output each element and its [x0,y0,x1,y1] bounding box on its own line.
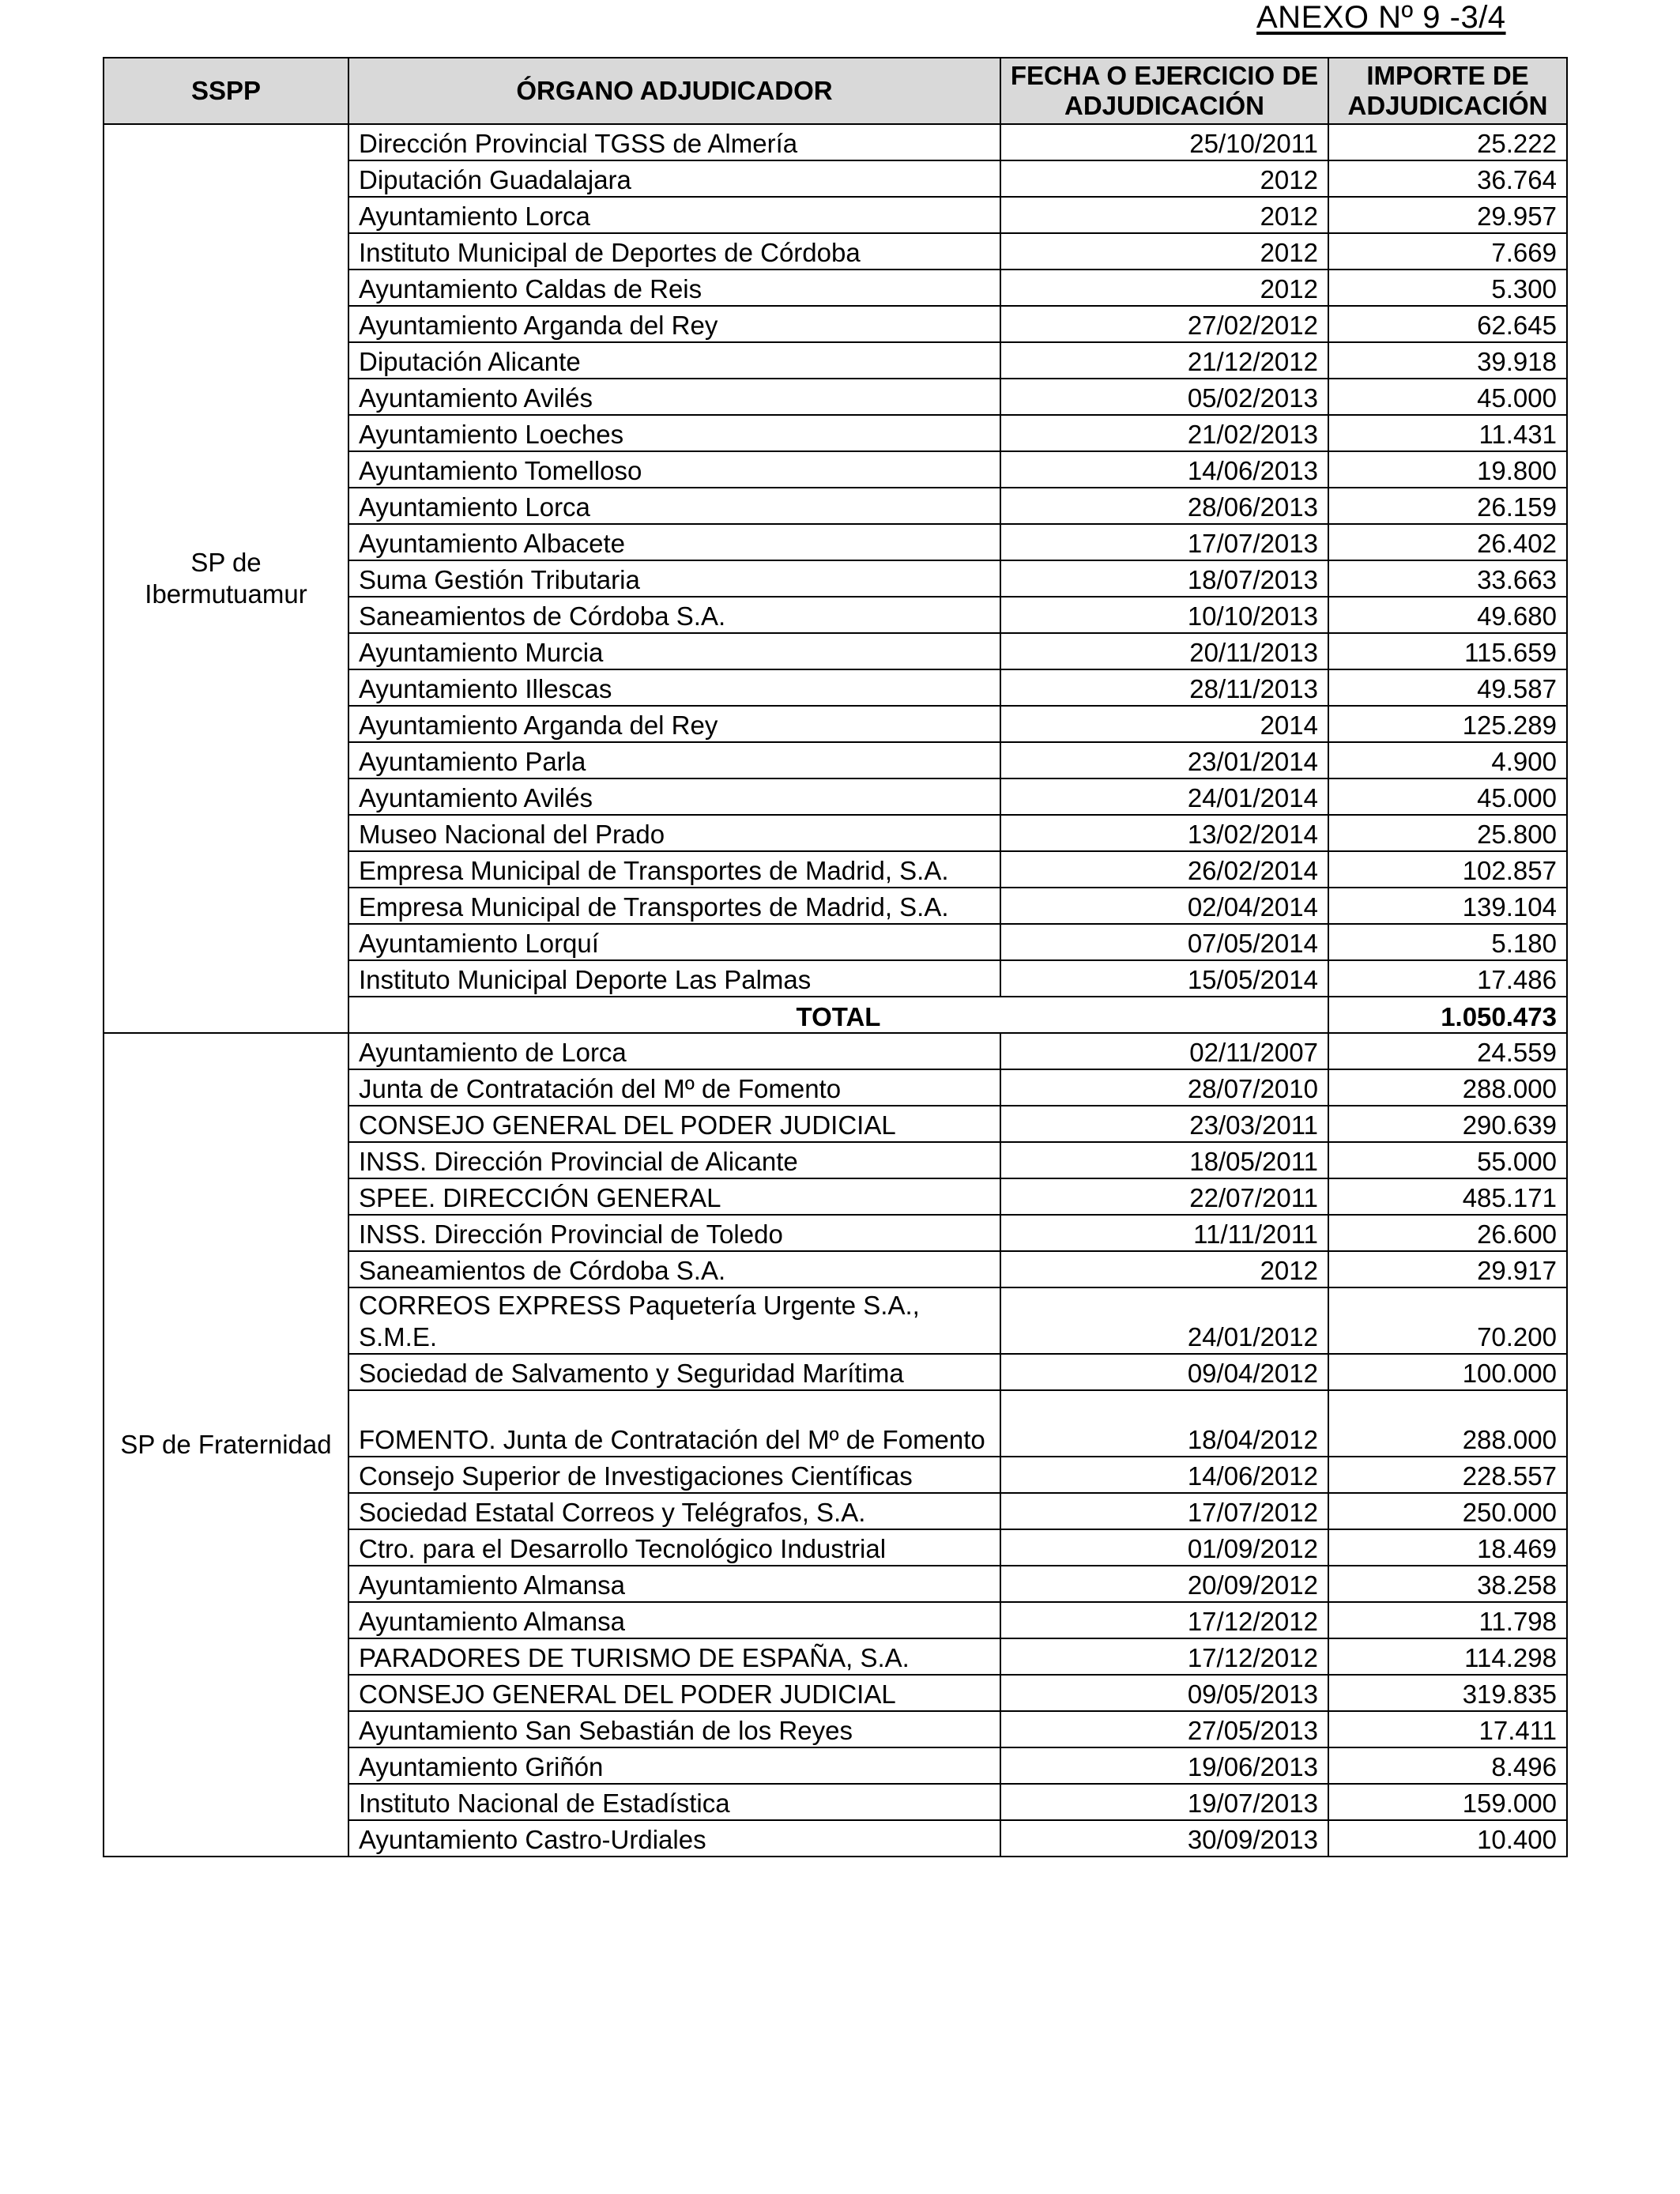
organo-cell: Ayuntamiento Illescas [348,669,1000,706]
table-body [104,124,1567,1857]
importe-cell: 62.645 [1328,306,1567,342]
organo-cell: Sociedad Estatal Correos y Telégrafos, S.A. [348,1493,1000,1529]
importe-cell: 49.680 [1328,597,1567,633]
fecha-cell: 2012 [1000,233,1328,270]
importe-cell: 55.000 [1328,1142,1567,1178]
fecha-cell: 22/07/2011 [1000,1178,1328,1215]
organo-cell: Saneamientos de Córdoba S.A. [348,1251,1000,1287]
fecha-cell: 24/01/2014 [1000,778,1328,815]
organo-cell: Ayuntamiento Albacete [348,524,1000,560]
organo-cell: Empresa Municipal de Transportes de Madrid, S.A. [348,888,1000,924]
importe-cell: 17.411 [1328,1711,1567,1747]
fecha-cell: 28/11/2013 [1000,669,1328,706]
organo-cell: SPEE. DIRECCIÓN GENERAL [348,1178,1000,1215]
fecha-cell: 2012 [1000,160,1328,197]
table-header-row [104,58,1567,124]
organo-cell: Ayuntamiento Parla [348,742,1000,778]
total-value: 1.050.473 [1328,997,1567,1033]
importe-cell: 39.918 [1328,342,1567,379]
fecha-cell: 09/04/2012 [1000,1354,1328,1390]
organo-cell: Ayuntamiento Caldas de Reis [348,270,1000,306]
importe-cell: 319.835 [1328,1675,1567,1711]
importe-cell: 485.171 [1328,1178,1567,1215]
fecha-cell: 17/07/2012 [1000,1493,1328,1529]
table-row [104,1033,1567,1069]
organo-cell: Ayuntamiento Griñón [348,1747,1000,1784]
fecha-cell: 02/04/2014 [1000,888,1328,924]
organo-cell: Instituto Municipal Deporte Las Palmas [348,960,1000,997]
fecha-cell: 13/02/2014 [1000,815,1328,851]
fecha-cell: 14/06/2013 [1000,451,1328,488]
organo-cell: Dirección Provincial TGSS de Almería [348,124,1000,160]
organo-cell: CONSEJO GENERAL DEL PODER JUDICIAL [348,1106,1000,1142]
organo-cell: Ayuntamiento Lorca [348,488,1000,524]
fecha-cell: 25/10/2011 [1000,124,1328,160]
fecha-cell: 02/11/2007 [1000,1033,1328,1069]
importe-cell: 70.200 [1328,1287,1567,1354]
organo-cell: INSS. Dirección Provincial de Toledo [348,1215,1000,1251]
organo-cell: Ayuntamiento Almansa [348,1602,1000,1638]
organo-cell: PARADORES DE TURISMO DE ESPAÑA, S.A. [348,1638,1000,1675]
importe-cell: 26.600 [1328,1215,1567,1251]
importe-cell: 288.000 [1328,1390,1567,1457]
organo-cell: Ayuntamiento San Sebastián de los Reyes [348,1711,1000,1747]
organo-cell: Consejo Superior de Investigaciones Científicas [348,1457,1000,1493]
importe-cell: 25.800 [1328,815,1567,851]
importe-cell: 24.559 [1328,1033,1567,1069]
organo-cell: Suma Gestión Tributaria [348,560,1000,597]
importe-cell: 45.000 [1328,379,1567,415]
fecha-cell: 28/07/2010 [1000,1069,1328,1106]
header-fecha: FECHA O EJERCICIO DE ADJUDICACIÓN [1000,58,1328,124]
fecha-cell: 27/05/2013 [1000,1711,1328,1747]
importe-cell: 5.300 [1328,270,1567,306]
importe-cell: 17.486 [1328,960,1567,997]
fecha-cell: 2012 [1000,1251,1328,1287]
organo-cell: Empresa Municipal de Transportes de Madrid, S.A. [348,851,1000,888]
importe-cell: 33.663 [1328,560,1567,597]
importe-cell: 8.496 [1328,1747,1567,1784]
importe-cell: 26.402 [1328,524,1567,560]
fecha-cell: 01/09/2012 [1000,1529,1328,1566]
importe-cell: 102.857 [1328,851,1567,888]
fecha-cell: 10/10/2013 [1000,597,1328,633]
importe-cell: 10.400 [1328,1820,1567,1857]
fecha-cell: 07/05/2014 [1000,924,1328,960]
fecha-cell: 28/06/2013 [1000,488,1328,524]
organo-cell: Ayuntamiento de Lorca [348,1033,1000,1069]
importe-cell: 115.659 [1328,633,1567,669]
organo-cell: Junta de Contratación del Mº de Fomento [348,1069,1000,1106]
importe-cell: 4.900 [1328,742,1567,778]
organo-cell: Ayuntamiento Arganda del Rey [348,306,1000,342]
organo-cell: Instituto Nacional de Estadística [348,1784,1000,1820]
importe-cell: 5.180 [1328,924,1567,960]
organo-cell: Diputación Guadalajara [348,160,1000,197]
organo-cell: Ayuntamiento Murcia [348,633,1000,669]
fecha-cell: 19/06/2013 [1000,1747,1328,1784]
fecha-cell: 20/09/2012 [1000,1566,1328,1602]
fecha-cell: 23/03/2011 [1000,1106,1328,1142]
organo-cell: Ayuntamiento Avilés [348,778,1000,815]
importe-cell: 290.639 [1328,1106,1567,1142]
total-label: TOTAL [348,997,1328,1033]
table-row [104,124,1567,160]
organo-cell: Ayuntamiento Loeches [348,415,1000,451]
fecha-cell: 19/07/2013 [1000,1784,1328,1820]
fecha-cell: 26/02/2014 [1000,851,1328,888]
fecha-cell: 18/07/2013 [1000,560,1328,597]
importe-cell: 38.258 [1328,1566,1567,1602]
sspp-group-name: SP de Ibermutuamur [104,124,348,1033]
fecha-cell: 20/11/2013 [1000,633,1328,669]
fecha-cell: 2012 [1000,197,1328,233]
organo-cell: Ayuntamiento Lorquí [348,924,1000,960]
importe-cell: 26.159 [1328,488,1567,524]
organo-cell: INSS. Dirección Provincial de Alicante [348,1142,1000,1178]
importe-cell: 125.289 [1328,706,1567,742]
fecha-cell: 14/06/2012 [1000,1457,1328,1493]
fecha-cell: 2014 [1000,706,1328,742]
importe-cell: 49.587 [1328,669,1567,706]
organo-cell: Ayuntamiento Avilés [348,379,1000,415]
organo-cell: Ayuntamiento Castro-Urdiales [348,1820,1000,1857]
importe-cell: 228.557 [1328,1457,1567,1493]
fecha-cell: 17/07/2013 [1000,524,1328,560]
fecha-cell: 2012 [1000,270,1328,306]
importe-cell: 100.000 [1328,1354,1567,1390]
importe-cell: 11.431 [1328,415,1567,451]
fecha-cell: 30/09/2013 [1000,1820,1328,1857]
fecha-cell: 27/02/2012 [1000,306,1328,342]
organo-cell: Ayuntamiento Lorca [348,197,1000,233]
importe-cell: 36.764 [1328,160,1567,197]
fecha-cell: 18/04/2012 [1000,1390,1328,1457]
importe-cell: 19.800 [1328,451,1567,488]
fecha-cell: 18/05/2011 [1000,1142,1328,1178]
importe-cell: 139.104 [1328,888,1567,924]
importe-cell: 29.917 [1328,1251,1567,1287]
organo-cell: CORREOS EXPRESS Paquetería Urgente S.A., S.M.E. [348,1287,1000,1354]
organo-cell: Ayuntamiento Tomelloso [348,451,1000,488]
organo-cell: Museo Nacional del Prado [348,815,1000,851]
fecha-cell: 15/05/2014 [1000,960,1328,997]
annex-title: ANEXO Nº 9 -3/4 [1256,0,1506,35]
fecha-cell: 24/01/2012 [1000,1287,1328,1354]
organo-cell: Instituto Municipal de Deportes de Córdoba [348,233,1000,270]
organo-cell: Sociedad de Salvamento y Seguridad Marítima [348,1354,1000,1390]
importe-cell: 11.798 [1328,1602,1567,1638]
importe-cell: 45.000 [1328,778,1567,815]
adjudication-table [103,57,1568,1857]
organo-cell: CONSEJO GENERAL DEL PODER JUDICIAL [348,1675,1000,1711]
header-organo: ÓRGANO ADJUDICADOR [348,58,1000,124]
organo-cell: Ctro. para el Desarrollo Tecnológico Industrial [348,1529,1000,1566]
fecha-cell: 09/05/2013 [1000,1675,1328,1711]
sspp-group-name: SP de Fraternidad [104,1033,348,1857]
organo-cell: Saneamientos de Córdoba S.A. [348,597,1000,633]
fecha-cell: 17/12/2012 [1000,1602,1328,1638]
organo-cell: Diputación Alicante [348,342,1000,379]
fecha-cell: 21/12/2012 [1000,342,1328,379]
fecha-cell: 23/01/2014 [1000,742,1328,778]
organo-cell: Ayuntamiento Arganda del Rey [348,706,1000,742]
importe-cell: 288.000 [1328,1069,1567,1106]
importe-cell: 29.957 [1328,197,1567,233]
fecha-cell: 17/12/2012 [1000,1638,1328,1675]
importe-cell: 7.669 [1328,233,1567,270]
fecha-cell: 21/02/2013 [1000,415,1328,451]
header-importe: IMPORTE DE ADJUDICACIÓN [1328,58,1567,124]
organo-cell: FOMENTO. Junta de Contratación del Mº de Fomento [348,1390,1000,1457]
importe-cell: 250.000 [1328,1493,1567,1529]
importe-cell: 159.000 [1328,1784,1567,1820]
importe-cell: 18.469 [1328,1529,1567,1566]
fecha-cell: 05/02/2013 [1000,379,1328,415]
header-sspp: SSPP [104,58,348,124]
organo-cell: Ayuntamiento Almansa [348,1566,1000,1602]
fecha-cell: 11/11/2011 [1000,1215,1328,1251]
importe-cell: 25.222 [1328,124,1567,160]
importe-cell: 114.298 [1328,1638,1567,1675]
